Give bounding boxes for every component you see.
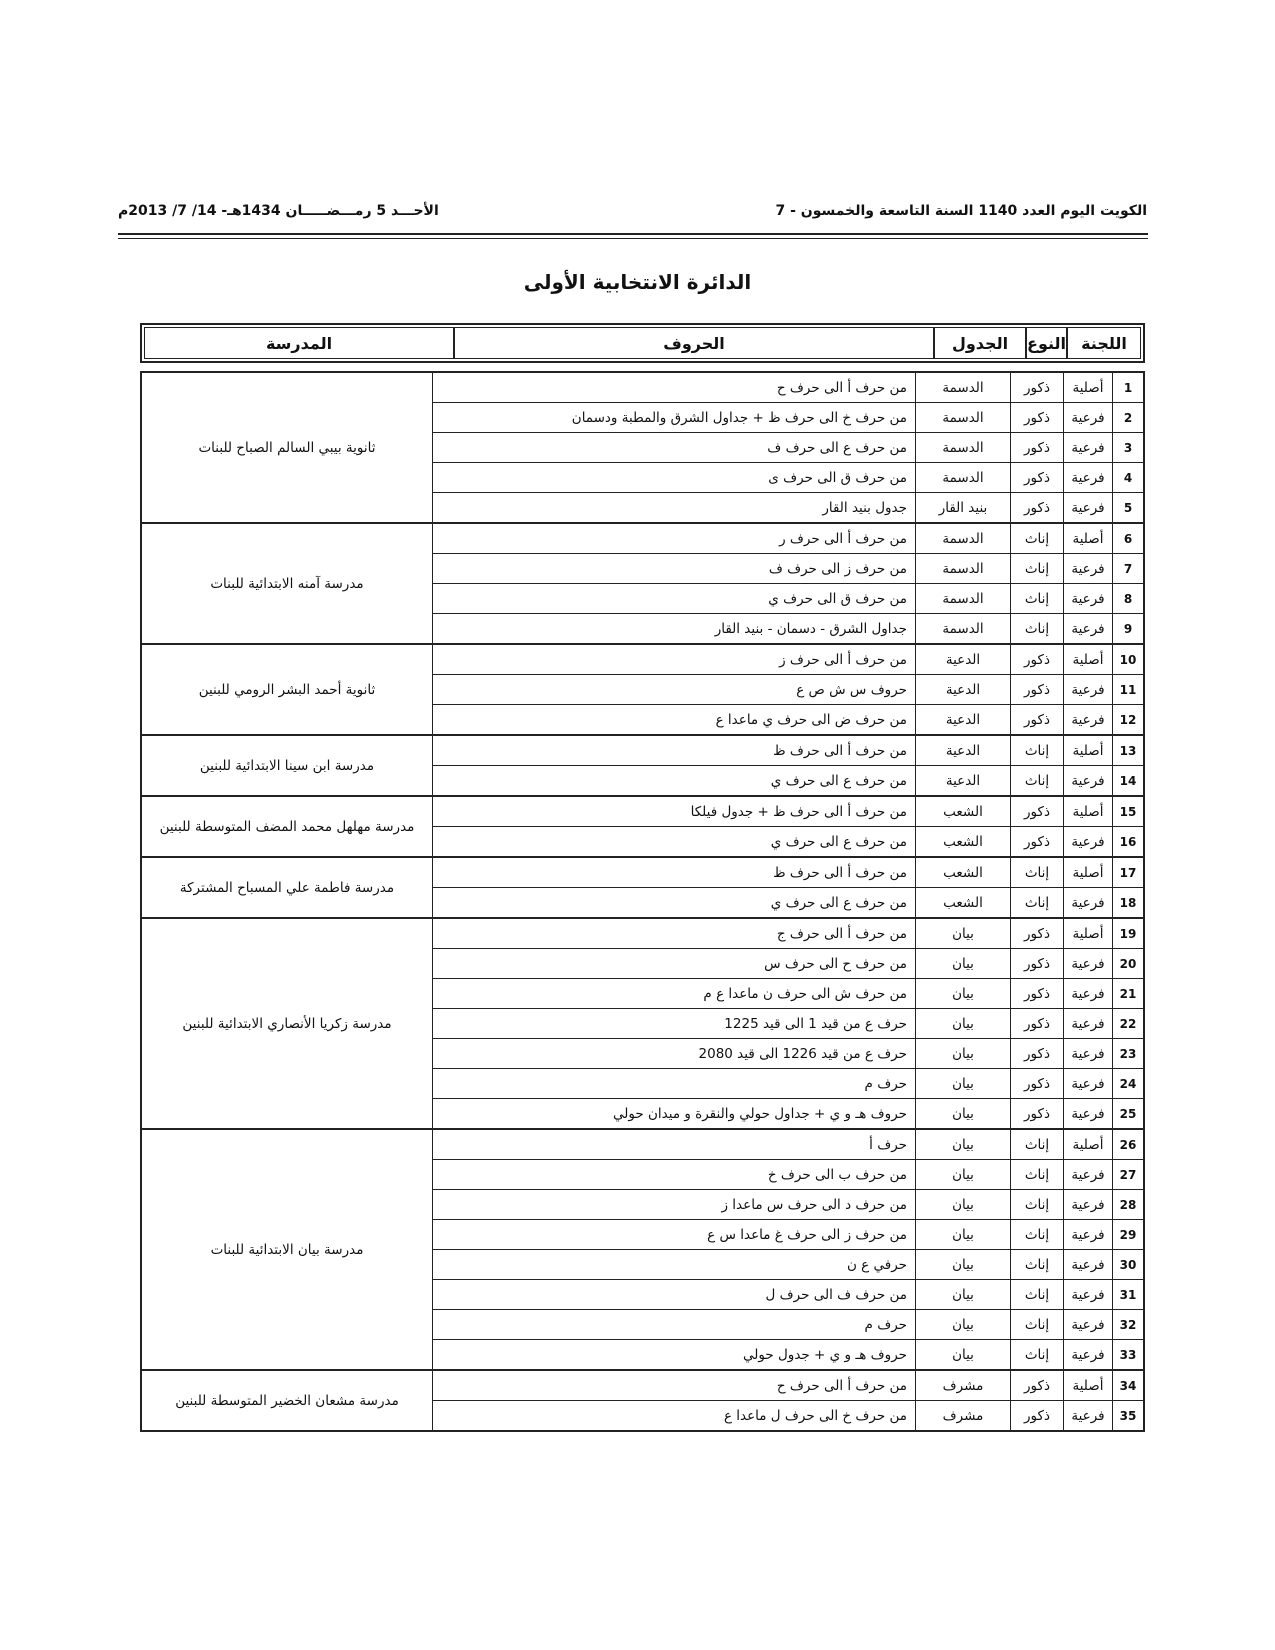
- row-number: 23: [1113, 1039, 1145, 1069]
- committee-type: فرعية: [1064, 1250, 1113, 1280]
- schedule-cell: بيان: [916, 1160, 1011, 1190]
- header-date: الأحـــد 5 رمـــضـــــان 1434هـ- 14/ 7/ 2013م: [118, 203, 439, 219]
- committee-type: فرعية: [1064, 827, 1113, 858]
- schedule-cell: الدسمة: [916, 372, 1011, 403]
- gender-cell: ذكور: [1011, 1099, 1064, 1130]
- schedule-cell: بيان: [916, 1039, 1011, 1069]
- letters-cell: من حرف ب الى حرف خ: [433, 1160, 916, 1190]
- committee-type: فرعية: [1064, 403, 1113, 433]
- committee-type: أصلية: [1064, 857, 1113, 888]
- committees-table: [140, 323, 1145, 1432]
- letters-cell: جدول بنيد القار: [433, 493, 916, 524]
- schedule-cell: بيان: [916, 1190, 1011, 1220]
- letters-cell: من حرف ز الى حرف غ ماعدا س ع: [433, 1220, 916, 1250]
- row-number: 15: [1113, 796, 1145, 827]
- committee-type: فرعية: [1064, 979, 1113, 1009]
- gender-cell: إناث: [1011, 584, 1064, 614]
- schedule-cell: الدسمة: [916, 523, 1011, 554]
- letters-cell: من حرف أ الى حرف ظ: [433, 857, 916, 888]
- table-row: [141, 644, 1144, 675]
- row-number: 12: [1113, 705, 1145, 736]
- table-row: [141, 523, 1144, 554]
- schedule-cell: الدسمة: [916, 463, 1011, 493]
- gender-cell: إناث: [1011, 888, 1064, 919]
- gender-cell: ذكور: [1011, 675, 1064, 705]
- letters-cell: حروف س ش ص ع: [433, 675, 916, 705]
- gender-cell: إناث: [1011, 1340, 1064, 1371]
- committee-type: فرعية: [1064, 705, 1113, 736]
- gender-cell: إناث: [1011, 1190, 1064, 1220]
- table-row: [141, 372, 1144, 403]
- row-number: 25: [1113, 1099, 1145, 1130]
- committee-type: فرعية: [1064, 493, 1113, 524]
- schedule-cell: الدسمة: [916, 584, 1011, 614]
- school-cell: مدرسة ابن سينا الابتدائية للبنين: [141, 735, 433, 796]
- committee-type: فرعية: [1064, 675, 1113, 705]
- row-number: 22: [1113, 1009, 1145, 1039]
- letters-cell: من حرف خ الى حرف ل ماعدا ع: [433, 1401, 916, 1432]
- schedule-cell: الشعب: [916, 796, 1011, 827]
- row-number: 13: [1113, 735, 1145, 766]
- row-number: 10: [1113, 644, 1145, 675]
- header-publication: الكويت اليوم العدد 1140 السنة التاسعة والخمسون - 7: [775, 203, 1147, 219]
- school-cell: ثانوية بيبي السالم الصباح للبنات: [141, 372, 433, 523]
- gender-cell: ذكور: [1011, 644, 1064, 675]
- table-row: [141, 918, 1144, 949]
- gender-cell: إناث: [1011, 1160, 1064, 1190]
- committee-type: أصلية: [1064, 796, 1113, 827]
- school-cell: مدرسة آمنه الابتدائية للبنات: [141, 523, 433, 644]
- letters-cell: جداول الشرق - دسمان - بنيد القار: [433, 614, 916, 645]
- schedule-cell: الشعب: [916, 857, 1011, 888]
- committee-type: فرعية: [1064, 614, 1113, 645]
- gender-cell: إناث: [1011, 735, 1064, 766]
- letters-cell: حرف أ: [433, 1129, 916, 1160]
- letters-cell: من حرف ع الى حرف ي: [433, 766, 916, 797]
- committee-type: أصلية: [1064, 918, 1113, 949]
- schedule-cell: مشرف: [916, 1401, 1011, 1432]
- row-number: 31: [1113, 1280, 1145, 1310]
- gender-cell: ذكور: [1011, 493, 1064, 524]
- gender-cell: ذكور: [1011, 918, 1064, 949]
- row-number: 17: [1113, 857, 1145, 888]
- gender-cell: إناث: [1011, 1220, 1064, 1250]
- schedule-cell: الدعية: [916, 644, 1011, 675]
- row-number: 4: [1113, 463, 1145, 493]
- row-number: 29: [1113, 1220, 1145, 1250]
- schedule-cell: بيان: [916, 1310, 1011, 1340]
- schedule-cell: مشرف: [916, 1370, 1011, 1401]
- schedule-cell: الدعية: [916, 675, 1011, 705]
- gender-cell: إناث: [1011, 857, 1064, 888]
- gender-cell: إناث: [1011, 1250, 1064, 1280]
- committee-type: فرعية: [1064, 1280, 1113, 1310]
- schedule-cell: الدعية: [916, 766, 1011, 797]
- row-number: 32: [1113, 1310, 1145, 1340]
- row-number: 16: [1113, 827, 1145, 858]
- column-header-gender: النوع: [1026, 327, 1067, 359]
- row-number: 33: [1113, 1340, 1145, 1371]
- table-row: [141, 1370, 1144, 1401]
- row-number: 26: [1113, 1129, 1145, 1160]
- gender-cell: ذكور: [1011, 372, 1064, 403]
- letters-cell: من حرف ف الى حرف ل: [433, 1280, 916, 1310]
- committee-type: فرعية: [1064, 949, 1113, 979]
- table-row: [141, 1129, 1144, 1160]
- gender-cell: ذكور: [1011, 403, 1064, 433]
- letters-cell: من حرف ع الى حرف ي: [433, 827, 916, 858]
- committee-type: أصلية: [1064, 644, 1113, 675]
- committee-type: فرعية: [1064, 1039, 1113, 1069]
- gender-cell: ذكور: [1011, 827, 1064, 858]
- table-row: [141, 796, 1144, 827]
- schedule-cell: بيان: [916, 1129, 1011, 1160]
- committee-type: أصلية: [1064, 523, 1113, 554]
- row-number: 24: [1113, 1069, 1145, 1099]
- row-number: 34: [1113, 1370, 1145, 1401]
- row-number: 6: [1113, 523, 1145, 554]
- school-cell: مدرسة مشعان الخضير المتوسطة للبنين: [141, 1370, 433, 1431]
- gender-cell: ذكور: [1011, 1009, 1064, 1039]
- committee-type: فرعية: [1064, 433, 1113, 463]
- letters-cell: من حرف أ الى حرف ح: [433, 372, 916, 403]
- schedule-cell: الدسمة: [916, 433, 1011, 463]
- schedule-cell: بنيد القار: [916, 493, 1011, 524]
- schedule-cell: بيان: [916, 1280, 1011, 1310]
- letters-cell: من حرف ق الى حرف ي: [433, 584, 916, 614]
- gender-cell: إناث: [1011, 766, 1064, 797]
- letters-cell: حرف م: [433, 1310, 916, 1340]
- table-row: [141, 857, 1144, 888]
- schedule-cell: بيان: [916, 1250, 1011, 1280]
- letters-cell: من حرف ع الى حرف ي: [433, 888, 916, 919]
- schedule-cell: الدعية: [916, 735, 1011, 766]
- row-number: 30: [1113, 1250, 1145, 1280]
- letters-cell: من حرف ح الى حرف س: [433, 949, 916, 979]
- row-number: 18: [1113, 888, 1145, 919]
- schedule-cell: بيان: [916, 1099, 1011, 1130]
- row-number: 5: [1113, 493, 1145, 524]
- row-number: 27: [1113, 1160, 1145, 1190]
- committee-type: فرعية: [1064, 1099, 1113, 1130]
- letters-cell: من حرف ق الى حرف ى: [433, 463, 916, 493]
- gender-cell: ذكور: [1011, 463, 1064, 493]
- school-cell: مدرسة فاطمة علي المسباح المشتركة: [141, 857, 433, 918]
- committee-type: أصلية: [1064, 372, 1113, 403]
- letters-cell: حرف م: [433, 1069, 916, 1099]
- schedule-cell: بيان: [916, 1220, 1011, 1250]
- gender-cell: إناث: [1011, 554, 1064, 584]
- committee-type: فرعية: [1064, 1340, 1113, 1371]
- gender-cell: إناث: [1011, 1280, 1064, 1310]
- row-number: 14: [1113, 766, 1145, 797]
- schedule-cell: بيان: [916, 979, 1011, 1009]
- table-row: [141, 735, 1144, 766]
- gender-cell: ذكور: [1011, 1370, 1064, 1401]
- schedule-cell: بيان: [916, 1069, 1011, 1099]
- letters-cell: من حرف أ الى حرف ر: [433, 523, 916, 554]
- school-cell: مدرسة مهلهل محمد المضف المتوسطة للبنين: [141, 796, 433, 857]
- committee-type: فرعية: [1064, 1190, 1113, 1220]
- gender-cell: ذكور: [1011, 979, 1064, 1009]
- row-number: 21: [1113, 979, 1145, 1009]
- gender-cell: ذكور: [1011, 433, 1064, 463]
- row-number: 7: [1113, 554, 1145, 584]
- schedule-cell: الشعب: [916, 827, 1011, 858]
- committee-type: فرعية: [1064, 1160, 1113, 1190]
- row-number: 35: [1113, 1401, 1145, 1432]
- committee-type: فرعية: [1064, 1310, 1113, 1340]
- letters-cell: حرف ع من قيد 1 الى قيد 1225: [433, 1009, 916, 1039]
- gender-cell: ذكور: [1011, 1069, 1064, 1099]
- letters-cell: حرفي ع ن: [433, 1250, 916, 1280]
- schedule-cell: بيان: [916, 949, 1011, 979]
- gender-cell: ذكور: [1011, 705, 1064, 736]
- letters-cell: من حرف ز الى حرف ف: [433, 554, 916, 584]
- letters-cell: حرف ع من قيد 1226 الى قيد 2080: [433, 1039, 916, 1069]
- schedule-cell: الدسمة: [916, 614, 1011, 645]
- letters-cell: من حرف أ الى حرف ظ: [433, 735, 916, 766]
- committee-type: أصلية: [1064, 1370, 1113, 1401]
- committee-type: فرعية: [1064, 1069, 1113, 1099]
- gender-cell: ذكور: [1011, 1039, 1064, 1069]
- column-header-letters: الحروف: [454, 327, 934, 359]
- school-cell: مدرسة زكريا الأنصاري الابتدائية للبنين: [141, 918, 433, 1129]
- row-number: 8: [1113, 584, 1145, 614]
- committee-type: فرعية: [1064, 1009, 1113, 1039]
- table-header: [140, 323, 1145, 363]
- letters-cell: من حرف أ الى حرف ج: [433, 918, 916, 949]
- letters-cell: من حرف أ الى حرف ز: [433, 644, 916, 675]
- letters-cell: من حرف أ الى حرف ح: [433, 1370, 916, 1401]
- column-header-schedule: الجدول: [934, 327, 1026, 359]
- committee-type: فرعية: [1064, 766, 1113, 797]
- school-cell: مدرسة بيان الابتدائية للبنات: [141, 1129, 433, 1370]
- schedule-cell: بيان: [916, 918, 1011, 949]
- gender-cell: ذكور: [1011, 949, 1064, 979]
- letters-cell: حروف هـ و ي + جدول حولي: [433, 1340, 916, 1371]
- header-rule: [118, 233, 1148, 235]
- gender-cell: إناث: [1011, 614, 1064, 645]
- committee-type: فرعية: [1064, 1401, 1113, 1432]
- row-number: 19: [1113, 918, 1145, 949]
- letters-cell: من حرف ع الى حرف ف: [433, 433, 916, 463]
- letters-cell: من حرف خ الى حرف ظ + جداول الشرق والمطبة ودسمان: [433, 403, 916, 433]
- school-cell: ثانوية أحمد البشر الرومي للبنين: [141, 644, 433, 735]
- committee-type: أصلية: [1064, 1129, 1113, 1160]
- committee-type: فرعية: [1064, 554, 1113, 584]
- header-rule-thin: [118, 238, 1148, 239]
- gender-cell: إناث: [1011, 1310, 1064, 1340]
- row-number: 1: [1113, 372, 1145, 403]
- letters-cell: من حرف أ الى حرف ظ + جدول فيلكا: [433, 796, 916, 827]
- column-header-committee: اللجنة: [1067, 327, 1141, 359]
- schedule-cell: بيان: [916, 1340, 1011, 1371]
- schedule-cell: بيان: [916, 1009, 1011, 1039]
- letters-cell: من حرف ش الى حرف ن ماعدا ع م: [433, 979, 916, 1009]
- letters-cell: من حرف ض الى حرف ي ماعدا ع: [433, 705, 916, 736]
- gender-cell: إناث: [1011, 523, 1064, 554]
- row-number: 11: [1113, 675, 1145, 705]
- committee-type: فرعية: [1064, 888, 1113, 919]
- gender-cell: إناث: [1011, 1129, 1064, 1160]
- committee-type: فرعية: [1064, 463, 1113, 493]
- schedule-cell: الدسمة: [916, 403, 1011, 433]
- committee-type: أصلية: [1064, 735, 1113, 766]
- row-number: 9: [1113, 614, 1145, 645]
- letters-cell: حروف هـ و ي + جداول حولي والنقرة و ميدان حولي: [433, 1099, 916, 1130]
- row-number: 3: [1113, 433, 1145, 463]
- row-number: 20: [1113, 949, 1145, 979]
- column-header-school: المدرسة: [144, 327, 454, 359]
- committee-type: فرعية: [1064, 1220, 1113, 1250]
- committee-type: فرعية: [1064, 584, 1113, 614]
- row-number: 2: [1113, 403, 1145, 433]
- row-number: 28: [1113, 1190, 1145, 1220]
- letters-cell: من حرف د الى حرف س ماعدا ز: [433, 1190, 916, 1220]
- gender-cell: ذكور: [1011, 1401, 1064, 1432]
- table-body: [140, 371, 1145, 1432]
- gender-cell: ذكور: [1011, 796, 1064, 827]
- schedule-cell: الدسمة: [916, 554, 1011, 584]
- page-title: الدائرة الانتخابية الأولى: [523, 270, 752, 294]
- schedule-cell: الدعية: [916, 705, 1011, 736]
- schedule-cell: الشعب: [916, 888, 1011, 919]
